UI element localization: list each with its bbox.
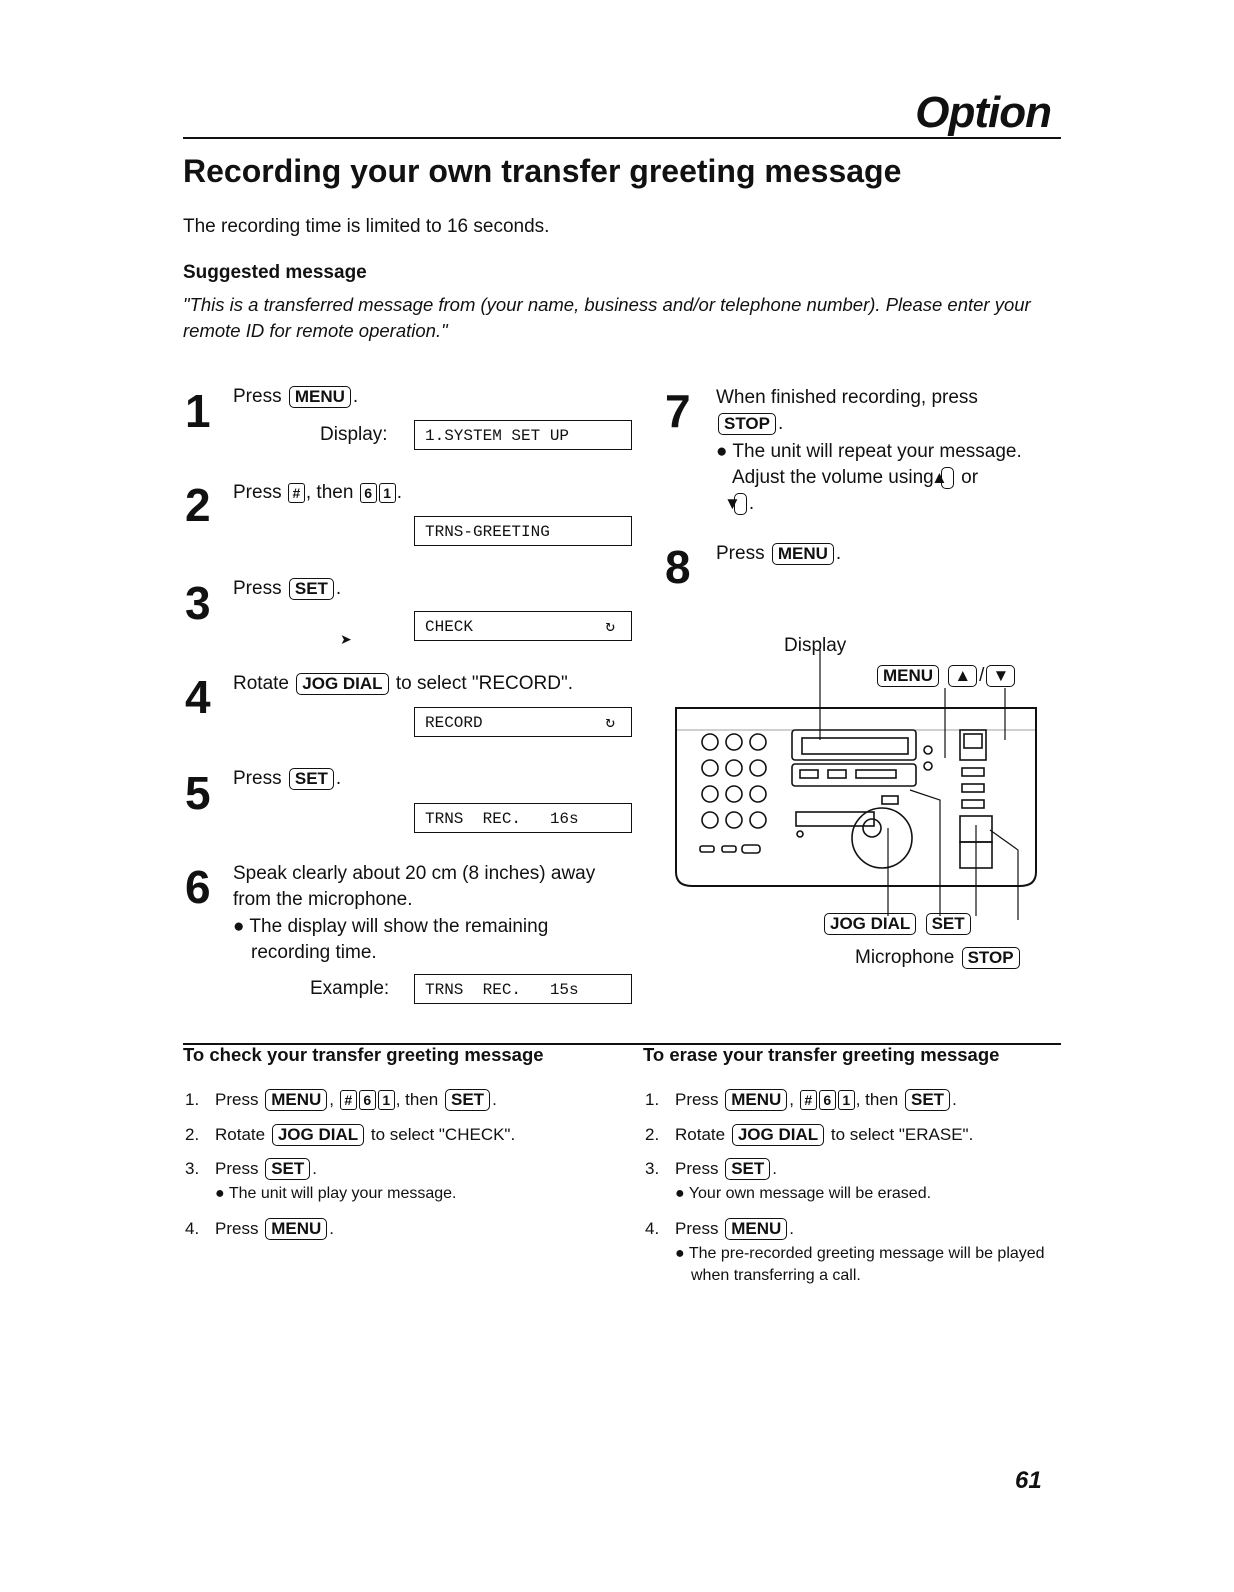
step-number: 7	[665, 385, 691, 437]
rotate-label: Rotate	[675, 1125, 726, 1144]
press-label: Press	[675, 1219, 719, 1238]
suggested-heading: Suggested message	[183, 262, 367, 283]
one-key: 1	[838, 1090, 855, 1110]
then-label: , then	[395, 1090, 439, 1109]
menu-key: MENU	[877, 665, 939, 687]
press-label: Press	[215, 1159, 259, 1178]
step-number: 1	[185, 385, 211, 437]
diagram-keys-bottom	[822, 911, 973, 937]
top-rule	[183, 137, 1061, 139]
lcd-text: RECORD	[425, 714, 483, 732]
step-4-text	[233, 671, 573, 697]
intro-text: The recording time is limited to 16 seconds.	[183, 216, 550, 237]
bullet-text: The unit will play your message.	[228, 1185, 457, 1202]
jog-dial-key: JOG DIAL	[732, 1124, 824, 1146]
bullet-text: The display will show the remaining recording time.	[249, 916, 549, 963]
one-key: 1	[378, 1090, 395, 1110]
down-key: ▼	[986, 665, 1015, 687]
step-6-bullet: ● The display will show the remaining recording time.	[233, 916, 549, 963]
set-key: SET	[265, 1158, 310, 1180]
step-8-text: Press MENU .	[716, 543, 842, 564]
display-diagram-label: Display	[784, 635, 847, 656]
hash-key: #	[800, 1090, 817, 1110]
microphone-label: Microphone	[855, 947, 955, 968]
lcd-display	[414, 707, 632, 737]
set-key: SET	[289, 578, 334, 600]
check-item-2: 2. Rotate JOG DIAL to select "CHECK".	[185, 1125, 516, 1144]
erase-item-1: 1. Press MENU , # 6 1 , then SET .	[645, 1090, 957, 1109]
menu-key: MENU	[265, 1089, 327, 1111]
step-5-text: Press SET .	[233, 768, 342, 789]
microphone-row	[855, 945, 1022, 971]
jog-rotate-icon: ↻	[605, 618, 615, 636]
jog-dial-key: JOG DIAL	[296, 673, 388, 695]
step-1-text: Press MENU .	[233, 386, 359, 407]
diagram-keys-top: MENU ▲ / ▼	[875, 663, 1017, 689]
step-number: 2	[185, 479, 211, 531]
check-item-3-bullet: ● The unit will play your message.	[215, 1185, 457, 1202]
six-key: 6	[360, 483, 377, 503]
rotate-label: Rotate	[233, 673, 289, 694]
set-key: SET	[905, 1089, 950, 1111]
erase-item-4-bullet: ● The pre-recorded greeting message will be played when transferring a call.	[675, 1245, 1045, 1284]
page-number: 61	[1015, 1467, 1042, 1494]
press-label: Press	[215, 1219, 259, 1238]
bullet-text: Your own message will be erased.	[688, 1185, 932, 1202]
step-number: 4	[185, 671, 211, 723]
bullet-text: Adjust the volume using	[732, 467, 934, 488]
up-key: ▲	[948, 665, 977, 687]
step-6-text: Speak clearly about 20 cm (8 inches) away from the microphone.	[233, 863, 596, 910]
press-label: Press	[233, 768, 282, 789]
set-key: SET	[445, 1089, 490, 1111]
step-7-bullet: ● The unit will repeat your message. Adjust the volume using ▲ or ▼ .	[716, 441, 1022, 514]
press-label: Press	[233, 482, 282, 503]
six-key: 6	[819, 1090, 836, 1110]
one-key: 1	[379, 483, 396, 503]
press-label: Press	[233, 386, 282, 407]
lcd-display	[414, 611, 632, 641]
check-item-4: 4. Press MENU .	[185, 1219, 334, 1238]
lcd-display: TRNS REC. 15s	[414, 974, 632, 1004]
or-text: or	[961, 467, 979, 488]
fax-unit-diagram	[660, 650, 1060, 920]
set-key: SET	[926, 913, 971, 935]
down-key: ▼	[734, 493, 747, 515]
step-number: 6	[185, 861, 211, 913]
erase-item-4: 4. Press MENU .	[645, 1219, 794, 1238]
arrow-icon: ➤	[340, 631, 352, 647]
select-text: to select "RECORD".	[395, 673, 573, 694]
jog-rotate-icon: ↻	[605, 714, 615, 732]
up-key: ▲	[941, 467, 954, 489]
finished-text: When finished recording, press	[716, 387, 978, 408]
step-7-text: When finished recording, press STOP .	[716, 387, 978, 434]
check-item-3: 3. Press SET .	[185, 1159, 317, 1178]
rotate-label: Rotate	[215, 1125, 266, 1144]
select-text: to select "ERASE".	[830, 1125, 974, 1144]
step-2-text: Press # , then 6 1 .	[233, 482, 402, 503]
erase-item-2: 2. Rotate JOG DIAL to select "ERASE".	[645, 1125, 974, 1144]
then-label: , then	[305, 482, 354, 503]
menu-key: MENU	[725, 1089, 787, 1111]
erase-heading: To erase your transfer greeting message	[643, 1044, 1000, 1065]
bullet-text: The pre-recorded greeting message will be played when transferring a call.	[688, 1245, 1045, 1284]
set-key: SET	[289, 768, 334, 790]
erase-item-3: 3. Press SET .	[645, 1159, 777, 1178]
page-title: Recording your own transfer greeting message	[183, 153, 902, 189]
press-label: Press	[233, 578, 282, 599]
jog-dial-key: JOG DIAL	[824, 913, 916, 935]
select-text: to select "CHECK".	[370, 1125, 516, 1144]
check-heading: To check your transfer greeting message	[183, 1044, 544, 1065]
menu-key: MENU	[725, 1218, 787, 1240]
example-label: Example:	[310, 978, 390, 999]
six-key: 6	[359, 1090, 376, 1110]
lcd-display: TRNS REC. 16s	[414, 803, 632, 833]
lcd-text: CHECK	[425, 618, 474, 636]
press-label: Press	[716, 543, 765, 564]
section-title: Option	[915, 88, 1051, 137]
step-number: 5	[185, 767, 211, 819]
hash-key: #	[340, 1090, 357, 1110]
jog-dial-key: JOG DIAL	[272, 1124, 364, 1146]
menu-key: MENU	[289, 386, 351, 408]
press-label: Press	[675, 1159, 719, 1178]
check-item-1: 1. Press MENU , # 6 1 , then SET .	[185, 1090, 497, 1109]
bullet-text: The unit will repeat your message.	[732, 441, 1022, 462]
press-label: Press	[215, 1090, 259, 1109]
set-key: SET	[725, 1158, 770, 1180]
stop-key: STOP	[962, 947, 1020, 969]
lcd-display: TRNS-GREETING	[414, 516, 632, 546]
hash-key: #	[288, 483, 305, 503]
menu-key: MENU	[772, 543, 834, 565]
suggested-text: "This is a transferred message from (your name, business and/or telephone number). Please enter your remote ID for remote operation."	[183, 294, 1031, 341]
display-label: Display:	[320, 424, 388, 445]
press-label: Press	[675, 1090, 719, 1109]
step-3-text: Press SET .	[233, 578, 342, 599]
stop-key: STOP	[718, 413, 776, 435]
lcd-display: 1.SYSTEM SET UP	[414, 420, 632, 450]
menu-key: MENU	[265, 1218, 327, 1240]
step-number: 8	[665, 541, 691, 593]
erase-item-3-bullet: ● Your own message will be erased.	[675, 1185, 932, 1202]
step-number: 3	[185, 577, 211, 629]
then-label: , then	[855, 1090, 899, 1109]
